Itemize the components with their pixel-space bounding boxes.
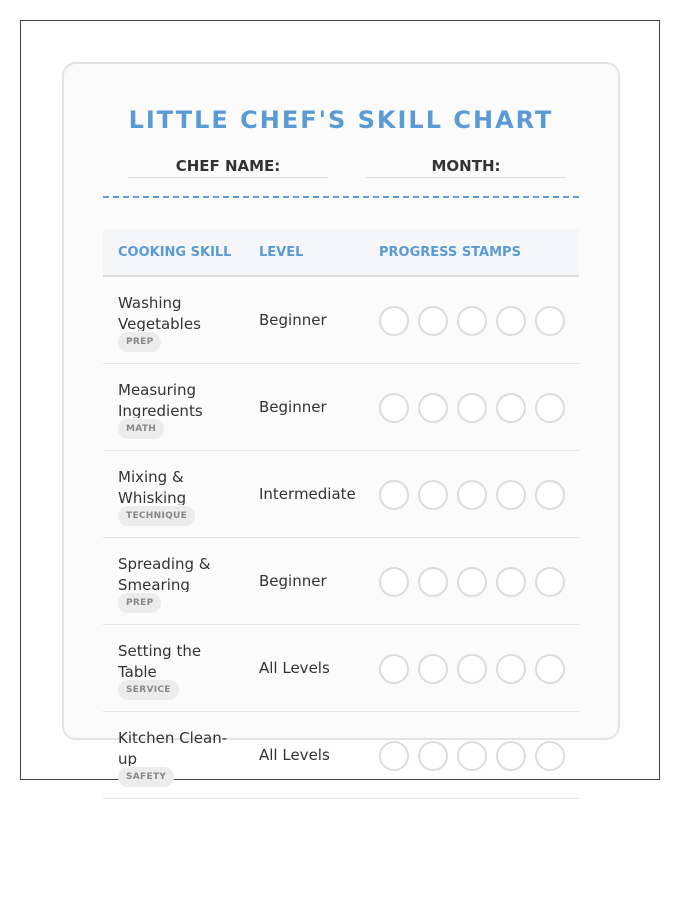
stamp-circle[interactable] xyxy=(418,480,448,510)
progress-stamps xyxy=(379,741,565,771)
skill-category-badge: MATH xyxy=(118,419,164,439)
stamp-circle[interactable] xyxy=(496,480,526,510)
stamp-circle[interactable] xyxy=(379,393,409,423)
stamp-circle[interactable] xyxy=(496,567,526,597)
progress-stamps xyxy=(379,306,565,336)
table-row xyxy=(103,712,579,799)
stamp-circle[interactable] xyxy=(418,654,448,684)
stamp-circle[interactable] xyxy=(457,741,487,771)
progress-stamps xyxy=(379,567,565,597)
stamp-circle[interactable] xyxy=(496,393,526,423)
skill-category-badge: SAFETY xyxy=(118,767,174,787)
table-body xyxy=(103,277,579,799)
table-row xyxy=(103,625,579,712)
skill-name: Measuring Ingredients xyxy=(118,381,203,418)
skill-level: Beginner xyxy=(259,311,327,329)
table-header xyxy=(103,229,579,277)
stamp-circle[interactable] xyxy=(535,393,565,423)
stamp-circle[interactable] xyxy=(457,654,487,684)
table-row xyxy=(103,364,579,451)
stamp-circle[interactable] xyxy=(418,393,448,423)
skill-category-badge: PREP xyxy=(118,593,161,613)
chart-title: LITTLE CHEF'S SKILL CHART xyxy=(128,106,554,134)
skill-name: Mixing & Whisking xyxy=(118,468,187,505)
header-progress-stamps: PROGRESS STAMPS xyxy=(379,245,521,260)
stamp-circle[interactable] xyxy=(535,480,565,510)
stamp-circle[interactable] xyxy=(379,654,409,684)
progress-stamps xyxy=(379,393,565,423)
stamp-circle[interactable] xyxy=(457,393,487,423)
header-cooking-skill: COOKING SKILL xyxy=(118,245,232,260)
month-field[interactable]: MONTH: xyxy=(366,156,566,178)
stamp-circle[interactable] xyxy=(535,654,565,684)
stamp-circle[interactable] xyxy=(457,567,487,597)
chef-name-field[interactable]: CHEF NAME: xyxy=(128,156,328,178)
stamp-circle[interactable] xyxy=(418,567,448,597)
stamp-circle[interactable] xyxy=(379,567,409,597)
stamp-circle[interactable] xyxy=(379,741,409,771)
header-level: LEVEL xyxy=(259,245,304,260)
skill-name: Spreading & Smearing xyxy=(118,555,211,592)
stamp-circle[interactable] xyxy=(496,741,526,771)
skill-category-badge: PREP xyxy=(118,332,161,352)
stamp-circle[interactable] xyxy=(379,480,409,510)
stamp-circle[interactable] xyxy=(535,306,565,336)
stamp-circle[interactable] xyxy=(535,741,565,771)
skill-table xyxy=(103,229,579,799)
table-row xyxy=(103,538,579,625)
table-row xyxy=(103,451,579,538)
stamp-circle[interactable] xyxy=(379,306,409,336)
skill-category-badge: SERVICE xyxy=(118,680,179,700)
skill-level: Beginner xyxy=(259,572,327,590)
stamp-circle[interactable] xyxy=(457,480,487,510)
skill-name: Setting the Table xyxy=(118,642,202,679)
skill-level: All Levels xyxy=(259,746,330,764)
skill-name: Kitchen Clean-up xyxy=(118,729,228,766)
skill-level: Intermediate xyxy=(259,485,356,503)
stamp-circle[interactable] xyxy=(457,306,487,336)
stamp-circle[interactable] xyxy=(418,306,448,336)
stamp-circle[interactable] xyxy=(496,654,526,684)
progress-stamps xyxy=(379,480,565,510)
skill-level: Beginner xyxy=(259,398,327,416)
progress-stamps xyxy=(379,654,565,684)
table-row xyxy=(103,277,579,364)
skill-level: All Levels xyxy=(259,659,330,677)
stamp-circle[interactable] xyxy=(535,567,565,597)
skill-name: Washing Vegetables xyxy=(118,294,201,331)
stamp-circle[interactable] xyxy=(496,306,526,336)
stamp-circle[interactable] xyxy=(418,741,448,771)
skill-category-badge: TECHNIQUE xyxy=(118,506,195,526)
dashed-divider xyxy=(103,196,579,198)
